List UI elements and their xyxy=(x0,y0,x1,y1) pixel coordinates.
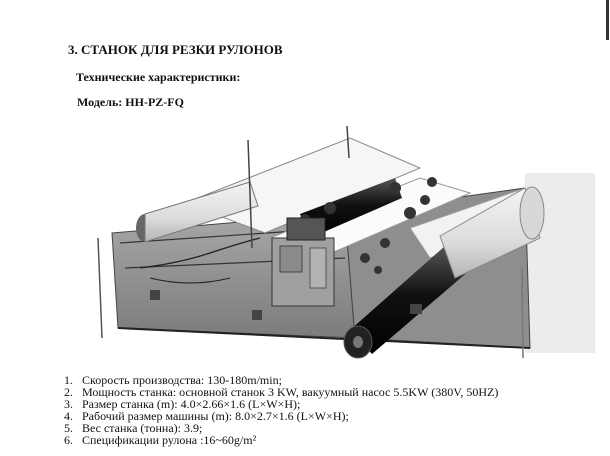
spec-list xyxy=(64,374,498,446)
spec-number: 1. xyxy=(64,373,73,387)
spec-number: 2. xyxy=(64,385,73,399)
spec-text: Спецификации рулона :16~60g/m² xyxy=(82,433,257,447)
spec-number: 4. xyxy=(64,409,73,423)
spec-text: Мощность станка: основной станок 3 KW, вакуумный насос 5.5KW (380V, 50HZ) xyxy=(82,385,499,399)
spec-text: Размер станка (m): 4.0×2.66×1.6 (L×W×H); xyxy=(82,397,301,411)
machine-photo xyxy=(0,118,610,380)
spec-text: Скорость производства: 130-180m/min; xyxy=(82,373,282,387)
model-line: Модель: HH-PZ-FQ xyxy=(77,95,184,109)
spec-item xyxy=(64,434,498,446)
spec-subtitle: Технические характеристики: xyxy=(76,70,241,84)
scan-edge xyxy=(598,0,610,40)
spec-text: Вес станка (тонна): 3.9; xyxy=(82,421,203,435)
spec-number: 5. xyxy=(64,421,73,435)
document-title: 3. СТАНОК ДЛЯ РЕЗКИ РУЛОНОВ xyxy=(68,42,283,57)
spec-number: 3. xyxy=(64,397,73,411)
spec-number: 6. xyxy=(64,433,73,447)
spec-text: Рабочий размер машины (m): 8.0×2.7×1.6 (L×W×H); xyxy=(82,409,349,423)
